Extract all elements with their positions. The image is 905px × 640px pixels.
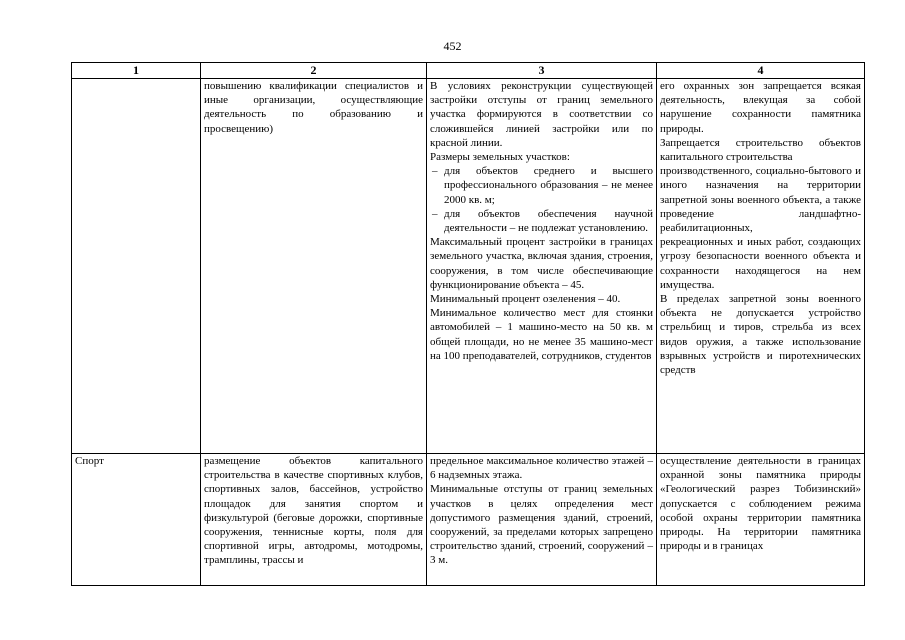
row2-use-type-cell: Спорт — [72, 454, 201, 586]
page-number: 452 — [443, 39, 462, 53]
row1-permitted-use-cell — [201, 79, 427, 454]
row2-permitted-use-cell — [201, 454, 427, 586]
column-header-1: 1 — [72, 63, 201, 79]
row1-permitted-use-text: повышению квалификации специалистов и иные организации, осуществляющие деятельность по образованию и просвещению) — [204, 80, 423, 135]
row1-military-zone-text: производственного, социально-бытового и иного назначения на территории запретной зоны военного объекта, а также проведение ландшафтно-реабилитационных, — [660, 165, 861, 235]
row1-plot-sizes-list — [430, 164, 653, 235]
row1-use-type-cell — [72, 79, 201, 454]
row1-protection-zone-text: его охранных зон запрещается всякая деятельность, влекущая за собой нарушение сохранности памятника природы. — [660, 80, 861, 135]
row2-setback-text: Минимальные отступы от границ земельных участков в целях определения мест допустимого размещения зданий, строений, сооружений, за пределами которых запрещено строительство зданий, строений, сооружений – 3 м. — [430, 483, 653, 567]
table-row — [72, 79, 865, 454]
table-header-row — [72, 63, 865, 79]
row1-plot-sizes-heading: Размеры земельных участков: — [430, 151, 570, 164]
row1-parking-text: Минимальное количество мест для стоянки автомобилей – 1 машино-место на 50 кв. м общей площади, но не менее 35 машино-мест на 100 преподавателей, сотрудников, студентов — [430, 307, 653, 362]
row1-shooting-ban-text: В пределах запретной зоны военного объекта не допускается устройство стрельбищ и тиров, стрельба из всех видов оружия, а также использование взрывных устройств и пиротехнических средств — [660, 293, 861, 377]
column-header-3: 3 — [427, 63, 657, 79]
row2-restrictions-cell — [657, 454, 865, 586]
row1-setback-text: В условиях реконструкции существующей застройки отступы от границ земельного участка формируются в соответствии со сложившейся линией застройки или по красной линии. — [430, 80, 653, 149]
column-header-2: 2 — [201, 63, 427, 79]
row1-parameters-cell — [427, 79, 657, 454]
row2-permitted-use-text: размещение объектов капитального строительства в качестве спортивных клубов, спортивных залов, бассейнов, устройство площадок для занятия спортом и физкультурой (беговые дорожки, спортивные сооружения, теннисные корты, поля для спортивной игры, автодромы, мотодромы, трамплины, трассы и — [204, 455, 423, 567]
row2-nature-monument-text: осуществление деятельности в границах охранной зоны памятника природы «Геологический разрез Тобизинский» допускается с соблюдением режима особой охраны территории памятника природы. На территории памятника природы и в границах — [660, 455, 861, 553]
column-header-4: 4 — [657, 63, 865, 79]
row2-parameters-cell — [427, 454, 657, 586]
row1-construction-ban-text: Запрещается строительство объектов капитального строительства — [660, 136, 861, 164]
row1-max-coverage-text: Максимальный процент застройки в границах земельного участка, включая здания, строения, сооружения, в том числе обеспечивающие функционирование объекта – 45. — [430, 236, 653, 291]
row2-max-floors-text: предельное максимальное количество этажей – 6 надземных этажа. — [430, 455, 653, 482]
table-row — [72, 454, 865, 586]
row1-min-greening-text: Минимальный процент озеленения – 40. — [430, 293, 621, 306]
row1-works-ban-text: рекреационных и иных работ, создающих угрозу безопасности военного объекта и сохранности находящегося на нем имущества. — [660, 236, 861, 291]
zoning-table — [71, 62, 865, 586]
list-item: – для объектов обеспечения научной деятельности – не подлежат установлению. — [430, 207, 653, 235]
list-item: – для объектов среднего и высшего профессионального образования – не менее 2000 кв. м; — [430, 164, 653, 207]
row1-restrictions-cell — [657, 79, 865, 454]
